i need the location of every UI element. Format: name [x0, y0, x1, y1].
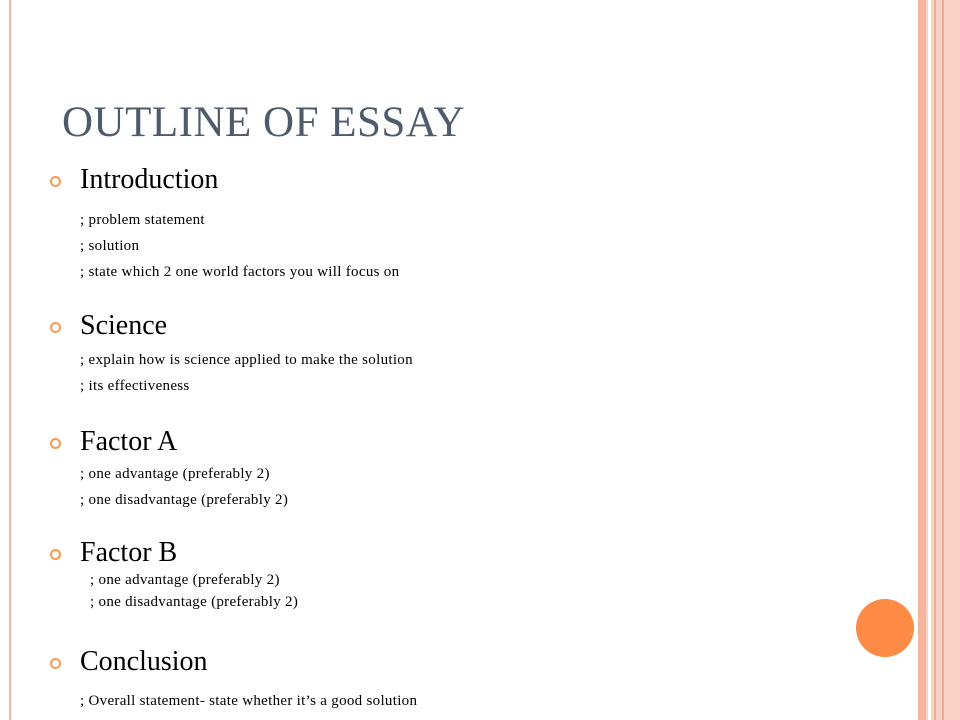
section-heading: Introduction: [80, 164, 219, 195]
bullet-icon: [50, 549, 61, 560]
decorative-orange-circle: [856, 599, 914, 657]
list-item: ; solution: [80, 238, 140, 254]
list-item: ; problem statement: [80, 212, 205, 228]
section-heading: Conclusion: [80, 646, 208, 677]
bullet-icon: [50, 322, 61, 333]
bullet-icon: [50, 438, 61, 449]
list-item: ; its effectiveness: [80, 378, 190, 394]
section-heading: Factor B: [80, 537, 178, 568]
list-item: ; one disadvantage (preferably 2): [80, 492, 289, 508]
section-heading: Factor A: [80, 426, 178, 457]
slide-title: OUTLINE OF ESSAY: [62, 99, 465, 146]
list-item: ; explain how is science applied to make the solution: [80, 352, 413, 368]
band-stripe: [918, 0, 926, 720]
list-item: ; one advantage (preferably 2): [90, 572, 280, 588]
band-line: [934, 0, 936, 720]
list-item: ; Overall statement- state whether it’s a good solution: [80, 693, 418, 709]
list-item: ; one disadvantage (preferably 2): [90, 594, 299, 610]
right-decorative-band: [914, 0, 960, 720]
bullet-icon: [50, 176, 61, 187]
list-item: ; state which 2 one world factors you will focus on: [80, 264, 400, 280]
band-line: [942, 0, 944, 720]
band-gap: [928, 0, 931, 720]
bullet-icon: [50, 658, 61, 669]
section-heading: Science: [80, 310, 168, 341]
left-border-line: [9, 0, 11, 720]
list-item: ; one advantage (preferably 2): [80, 466, 270, 482]
